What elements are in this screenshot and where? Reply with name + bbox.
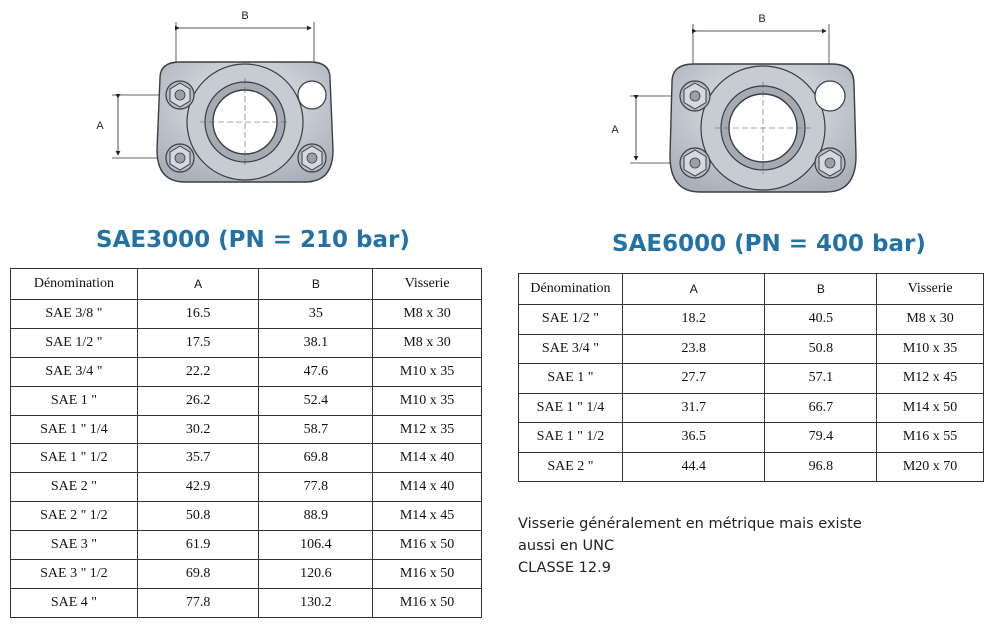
cell-denomination: SAE 1/2 " xyxy=(11,328,138,357)
table-row xyxy=(519,334,984,364)
column-header-denomination: Dénomination xyxy=(519,274,623,305)
cell-visserie: M16 x 50 xyxy=(373,560,482,589)
cell-a: 35.7 xyxy=(137,444,259,473)
flange-illustration xyxy=(90,0,360,210)
cell-a: 16.5 xyxy=(137,300,259,329)
cell-b: 50.8 xyxy=(765,334,877,364)
cell-a: 18.2 xyxy=(622,305,765,335)
column-header-a: A xyxy=(622,274,765,305)
cell-a: 44.4 xyxy=(622,452,765,482)
cell-b: 88.9 xyxy=(259,502,373,531)
table-row xyxy=(519,364,984,394)
table-row xyxy=(11,588,482,617)
cell-a: 42.9 xyxy=(137,473,259,502)
note-line: Visserie généralement en métrique mais existe xyxy=(518,516,862,532)
table-row xyxy=(11,415,482,444)
column-header-visserie: Visserie xyxy=(877,274,984,305)
table-header-row xyxy=(11,269,482,300)
cell-a: 36.5 xyxy=(622,423,765,453)
cell-b: 52.4 xyxy=(259,386,373,415)
sae6000-table xyxy=(518,273,984,482)
column-header-denomination: Dénomination xyxy=(11,269,138,300)
table-row xyxy=(11,357,482,386)
cell-b: 130.2 xyxy=(259,588,373,617)
sae3000-title: SAE3000 (PN = 210 bar) xyxy=(96,227,410,253)
cell-denomination: SAE 4 " xyxy=(11,588,138,617)
table-row xyxy=(11,502,482,531)
note-line: aussi en UNC xyxy=(518,538,615,554)
dimension-b-label: B xyxy=(758,13,766,25)
cell-a: 22.2 xyxy=(137,357,259,386)
cell-denomination: SAE 1 " 1/2 xyxy=(11,444,138,473)
cell-b: 120.6 xyxy=(259,560,373,589)
cell-a: 26.2 xyxy=(137,386,259,415)
flange-illustration xyxy=(600,4,870,216)
cell-a: 17.5 xyxy=(137,328,259,357)
cell-denomination: SAE 1 " 1/4 xyxy=(519,393,623,423)
cell-denomination: SAE 3 " 1/2 xyxy=(11,560,138,589)
cell-a: 30.2 xyxy=(137,415,259,444)
table-row xyxy=(519,452,984,482)
cell-b: 106.4 xyxy=(259,531,373,560)
cell-b: 66.7 xyxy=(765,393,877,423)
cell-visserie: M20 x 70 xyxy=(877,452,984,482)
dimension-a-label: A xyxy=(96,120,104,132)
cell-visserie: M14 x 50 xyxy=(877,393,984,423)
cell-visserie: M8 x 30 xyxy=(877,305,984,335)
cell-a: 31.7 xyxy=(622,393,765,423)
dimension-a-label: A xyxy=(611,124,619,136)
cell-denomination: SAE 2 " xyxy=(11,473,138,502)
table-row xyxy=(11,560,482,589)
cell-denomination: SAE 2 " xyxy=(519,452,623,482)
cell-a: 23.8 xyxy=(622,334,765,364)
cell-visserie: M14 x 40 xyxy=(373,473,482,502)
cell-a: 27.7 xyxy=(622,364,765,394)
cell-b: 58.7 xyxy=(259,415,373,444)
dimension-b-label: B xyxy=(241,10,249,22)
table-row xyxy=(11,444,482,473)
table-row xyxy=(519,423,984,453)
cell-denomination: SAE 1 " xyxy=(519,364,623,394)
sae3000-table xyxy=(10,268,482,618)
cell-visserie: M16 x 55 xyxy=(877,423,984,453)
column-header-visserie: Visserie xyxy=(373,269,482,300)
note-line: CLASSE 12.9 xyxy=(518,560,611,576)
cell-a: 69.8 xyxy=(137,560,259,589)
column-header-b: B xyxy=(765,274,877,305)
table-row xyxy=(519,305,984,335)
table-row xyxy=(519,393,984,423)
table-row xyxy=(11,386,482,415)
table-row xyxy=(11,300,482,329)
cell-visserie: M10 x 35 xyxy=(373,386,482,415)
cell-visserie: M10 x 35 xyxy=(373,357,482,386)
cell-b: 69.8 xyxy=(259,444,373,473)
cell-visserie: M12 x 45 xyxy=(877,364,984,394)
column-header-a: A xyxy=(137,269,259,300)
cell-b: 77.8 xyxy=(259,473,373,502)
cell-a: 50.8 xyxy=(137,502,259,531)
cell-visserie: M14 x 40 xyxy=(373,444,482,473)
cell-visserie: M8 x 30 xyxy=(373,328,482,357)
table-header-row xyxy=(519,274,984,305)
table-row xyxy=(11,328,482,357)
cell-visserie: M10 x 35 xyxy=(877,334,984,364)
cell-b: 38.1 xyxy=(259,328,373,357)
cell-a: 61.9 xyxy=(137,531,259,560)
cell-denomination: SAE 3/4 " xyxy=(519,334,623,364)
cell-denomination: SAE 3/4 " xyxy=(11,357,138,386)
cell-denomination: SAE 3 " xyxy=(11,531,138,560)
column-header-b: B xyxy=(259,269,373,300)
bolt-note xyxy=(518,513,862,579)
flange-drawing-sae6000 xyxy=(600,4,870,216)
cell-b: 79.4 xyxy=(765,423,877,453)
cell-a: 77.8 xyxy=(137,588,259,617)
cell-denomination: SAE 1 " 1/2 xyxy=(519,423,623,453)
cell-b: 47.6 xyxy=(259,357,373,386)
cell-b: 35 xyxy=(259,300,373,329)
cell-denomination: SAE 1/2 " xyxy=(519,305,623,335)
sae6000-title: SAE6000 (PN = 400 bar) xyxy=(612,231,926,257)
table-row xyxy=(11,531,482,560)
cell-denomination: SAE 3/8 " xyxy=(11,300,138,329)
cell-denomination: SAE 1 " 1/4 xyxy=(11,415,138,444)
cell-b: 96.8 xyxy=(765,452,877,482)
flange-drawing-sae3000 xyxy=(90,0,360,210)
cell-visserie: M16 x 50 xyxy=(373,588,482,617)
cell-denomination: SAE 1 " xyxy=(11,386,138,415)
table-row xyxy=(11,473,482,502)
cell-visserie: M8 x 30 xyxy=(373,300,482,329)
cell-visserie: M12 x 35 xyxy=(373,415,482,444)
cell-visserie: M14 x 45 xyxy=(373,502,482,531)
cell-b: 40.5 xyxy=(765,305,877,335)
cell-visserie: M16 x 50 xyxy=(373,531,482,560)
cell-denomination: SAE 2 " 1/2 xyxy=(11,502,138,531)
cell-b: 57.1 xyxy=(765,364,877,394)
